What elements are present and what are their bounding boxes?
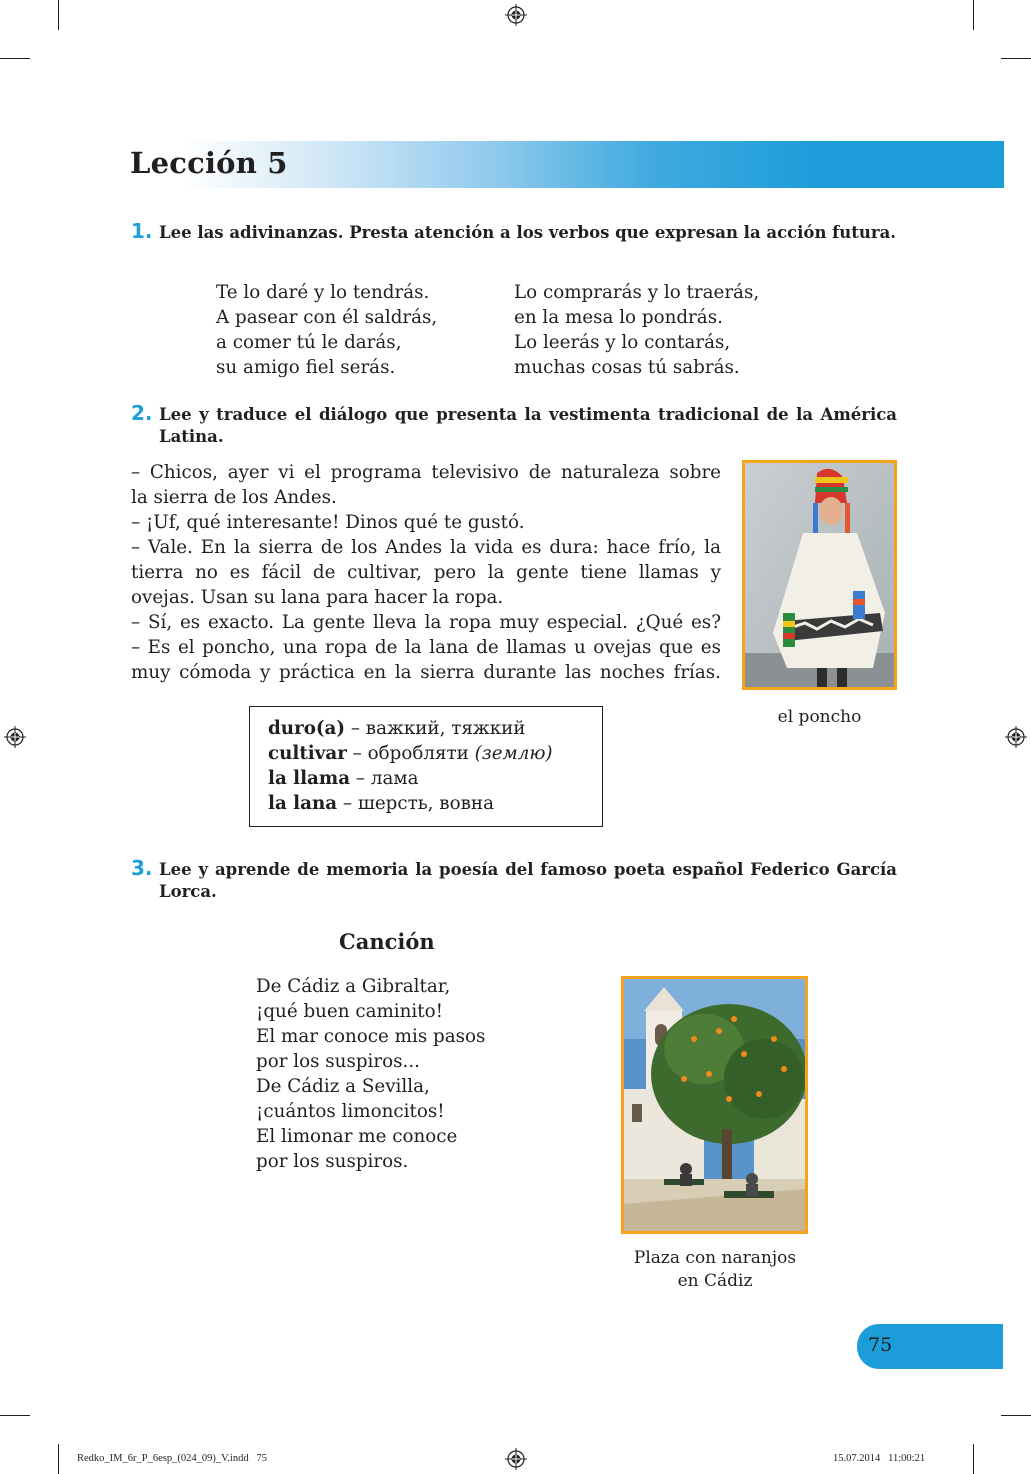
- dialogue-line: – Vale. En la sierra de los Andes la vida es dura: hace frío, la: [131, 537, 721, 558]
- riddle-left: [216, 280, 437, 380]
- crop-mark: [0, 58, 30, 59]
- vocabulary-translation: – лама: [350, 768, 419, 789]
- dialogue-line: ovejas. Usan su lana para hacer la ropa.: [131, 587, 504, 608]
- riddle-line: muchas cosas tú sabrás.: [514, 357, 740, 378]
- poem-line: El limonar me conoce: [256, 1126, 458, 1147]
- vocabulary-item: [268, 766, 602, 791]
- registration-mark-icon: [1005, 726, 1027, 748]
- dialogue-line: tierra no es fácil de cultivar, pero la gente tiene llamas y: [131, 562, 721, 583]
- vocabulary-translation: – обробляти: [346, 743, 475, 764]
- poem-line: por los suspiros...: [256, 1051, 420, 1072]
- poem-line: ¡qué buen caminito!: [256, 1001, 443, 1022]
- vocabulary-item: [268, 791, 602, 816]
- vocabulary-translation: – шерсть, вовна: [337, 793, 494, 814]
- vocabulary-note: (землю): [474, 743, 553, 764]
- plaza-caption-line2: en Cádiz: [677, 1271, 753, 1291]
- dialogue-line: – Chicos, ayer vi el programa televisivo de naturaleza sobre: [131, 462, 721, 483]
- exercise-2-number: 2.: [131, 401, 153, 425]
- vocabulary-term: la llama: [268, 768, 351, 789]
- poem-line: El mar conoce mis pasos: [256, 1026, 486, 1047]
- vocabulary-term: cultivar: [268, 743, 347, 764]
- crop-mark: [973, 1444, 974, 1474]
- dialogue-line: la sierra de los Andes.: [131, 487, 337, 508]
- dialogue-line: muy cómoda y práctica en la sierra durante las noches frías.: [131, 662, 721, 683]
- dialogue-line: – Sí, es exacto. La gente lleva la ropa muy especial. ¿Qué es?: [131, 612, 721, 633]
- riddle-line: a comer tú le darás,: [216, 332, 402, 353]
- registration-mark-icon: [4, 726, 26, 748]
- crop-mark: [1001, 58, 1031, 59]
- dialogue-line: – ¡Uf, qué interesante! Dinos qué te gustó.: [131, 512, 525, 533]
- vocabulary-item: [268, 716, 602, 741]
- poncho-illustration-icon: [745, 463, 894, 687]
- slug-filename: Redko_IM_6r_P_6esp_(024_09)_V.indd 75: [77, 1453, 267, 1464]
- vocabulary-term: duro(a): [268, 718, 346, 739]
- poem-title: Canción: [339, 929, 435, 954]
- riddle-line: su amigo fiel serás.: [216, 357, 396, 378]
- riddle-line: Lo leerás y lo contarás,: [514, 332, 731, 353]
- riddle-line: en la mesa lo pondrás.: [514, 307, 723, 328]
- exercise-1-instruction: Lee las adivinanzas. Presta atención a los verbos que expresan la acción futura.: [159, 223, 897, 242]
- plaza-illustration-icon: [624, 979, 805, 1231]
- exercise-3-number: 3.: [131, 856, 153, 880]
- slug-date: 15.07.2014 11:00:21: [833, 1453, 926, 1464]
- plaza-photo: [621, 976, 808, 1234]
- registration-mark-icon: [505, 4, 527, 26]
- dialogue: [131, 460, 721, 685]
- dialogue-line: – Es el poncho, una ropa de la lana de llamas u ovejas que es: [131, 637, 721, 658]
- poncho-caption: el poncho: [777, 707, 862, 727]
- exercise-2-instruction: Lee y traduce el diálogo que presenta la vestimenta tradicional de la América Latina.: [159, 405, 897, 446]
- poem-line: ¡cuántos limoncitos!: [256, 1101, 445, 1122]
- exercise-3-instruction: Lee y aprende de memoria la poesía del famoso poeta español Federico García Lorca.: [159, 860, 897, 901]
- plaza-caption-line1: Plaza con naranjos: [633, 1248, 797, 1268]
- poncho-photo: [742, 460, 897, 690]
- crop-mark: [0, 1415, 30, 1416]
- riddle-line: Lo comprarás y lo traerás,: [514, 282, 760, 303]
- vocabulary-term: la lana: [268, 793, 338, 814]
- poem-line: por los suspiros.: [256, 1151, 409, 1172]
- vocabulary-translation: – важкий, тяжкий: [345, 718, 526, 739]
- poem-line: De Cádiz a Sevilla,: [256, 1076, 430, 1097]
- riddle-line: A pasear con él saldrás,: [216, 307, 438, 328]
- lesson-title: Lección 5: [130, 146, 288, 180]
- poem: [256, 974, 485, 1174]
- vocabulary-item: [268, 741, 602, 766]
- crop-mark: [973, 0, 974, 30]
- riddle-right: [514, 280, 759, 380]
- registration-mark-icon: [505, 1448, 527, 1470]
- page-number: 75: [868, 1334, 893, 1356]
- crop-mark: [58, 1444, 59, 1474]
- riddle-line: Te lo daré y lo tendrás.: [216, 282, 430, 303]
- exercise-1-number: 1.: [131, 219, 153, 243]
- crop-mark: [1001, 1415, 1031, 1416]
- crop-mark: [58, 0, 59, 30]
- poem-line: De Cádiz a Gibraltar,: [256, 976, 451, 997]
- vocabulary-box: [249, 706, 603, 827]
